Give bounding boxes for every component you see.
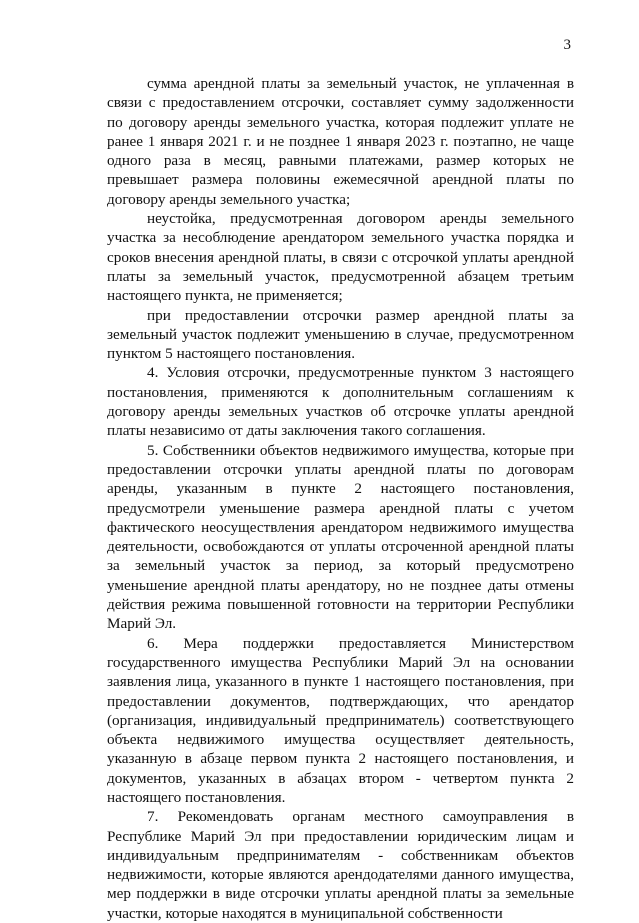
document-body xyxy=(107,74,574,923)
paragraph-item-7: 7. Рекомендовать органам местного самоуправления в Республике Марий Эл при предоставлении юридическим лицам и индивидуальным предпринимателям - собственникам объектов недвижимости, которые являются арендодателями данного имущества, мер поддержки в виде отсрочки уплаты арендной платы за земельные участки, которые находятся в муниципальной собственности xyxy=(107,808,574,922)
paragraph-item-5: 5. Собственники объектов недвижимого имущества, которые при предоставлении отсрочки уплаты арендной платы по договорам аренды, указанным в пункте 2 настоящего постановления, предусмотрели уменьшение размера арендной платы с учетом фактического неосуществления арендатором недвижимого имущества деятельности, освобождаются от уплаты отсроченной арендной платы за земельный участок за период, за который предусмотрено уменьшение арендной платы арендатору, но не позднее даты отмены действия режима повышенной готовности на территории Республики Марий Эл. xyxy=(107,441,574,633)
paragraph-penalty-not-applied: неустойка, предусмотренная договором аренды земельного участка за несоблюдение арендатором земельного участка порядка и сроков внесения арендной платы, в связи с отсрочкой уплаты арендной платы за земельный участок, предусмотренной абзацем третьим настоящего пункта, не применяется; xyxy=(107,210,574,305)
paragraph-rent-debt-terms: сумма арендной платы за земельный участок, не уплаченная в связи с предоставлением отсрочки, составляет сумму задолженности по договору аренды земельного участка, которая подлежит уплате не ранее 1 января 2021 г. и не позднее 1 января 2023 г. поэтапно, не чаще одного раза в месяц, равными платежами, размер которых не превышает размера половины ежемесячной арендной платы по договору аренды земельного участка; xyxy=(107,75,574,208)
paragraph-rent-reduction: при предоставлении отсрочки размер арендной платы за земельный участок подлежит уменьшению в случае, предусмотренном пунктом 5 настоящего постановления. xyxy=(107,306,574,363)
paragraph-item-4: 4. Условия отсрочки, предусмотренные пунктом 3 настоящего постановления, применяются к дополнительным соглашениям к договору аренды земельных участков об отсрочке уплаты арендной платы независимо от даты заключения такого соглашения. xyxy=(107,364,574,440)
page-number: 3 xyxy=(563,37,571,53)
paragraph-item-6: 6. Мера поддержки предоставляется Министерством государственного имущества Республики Марий Эл на основании заявления лица, указанного в пункте 1 настоящего постановления, при предоставлении документов, подтверждающих, что арендатор (организация, индивидуальный предприниматель) соответствующего объекта недвижимого имущества осуществляет деятельность, указанную в абзаце первом пункта 2 настоящего постановления, и документов, указанных в абзацах втором - четвертом пункта 2 настоящего постановления. xyxy=(107,634,574,806)
